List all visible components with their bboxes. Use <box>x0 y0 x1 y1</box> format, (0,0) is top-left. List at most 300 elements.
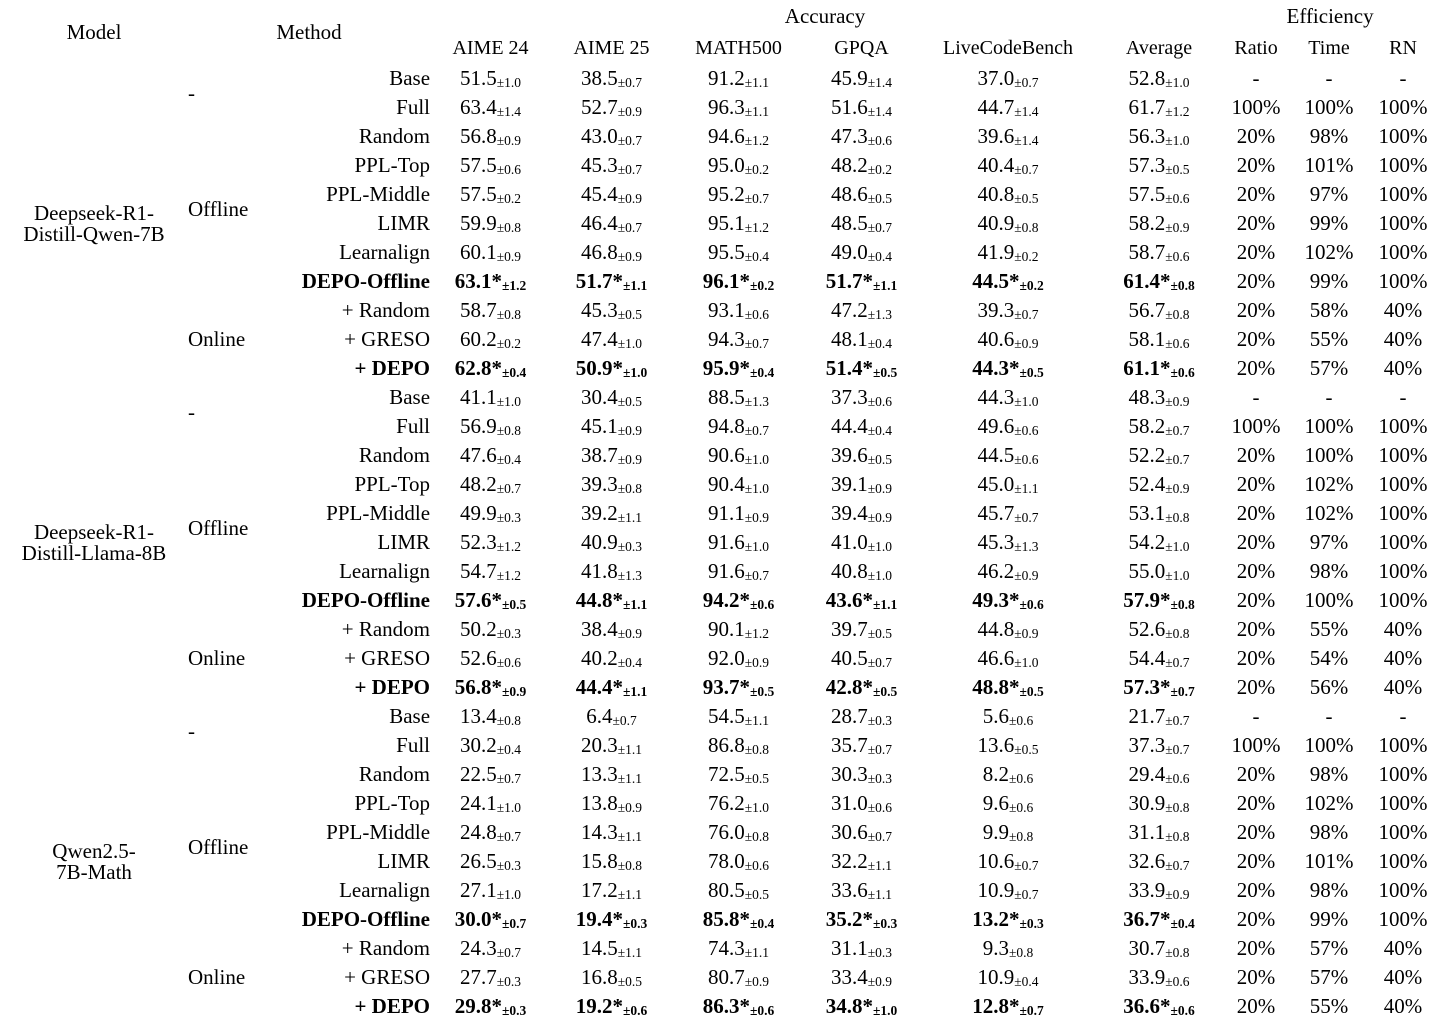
metric-value: 92.0 <box>707 646 745 670</box>
metric-value: 60.2 <box>459 327 497 351</box>
metric-value: 76.0 <box>707 820 745 844</box>
metric-stddev: ±0.5 <box>501 597 527 612</box>
metric-stddev: ±0.7 <box>496 945 522 960</box>
metric-stddev: ±0.9 <box>867 974 893 989</box>
efficiency-value-cell: 97% <box>1309 182 1349 206</box>
table-row <box>0 760 1440 789</box>
metric-value: 80.5 <box>707 878 745 902</box>
metric-value: 22.5 <box>459 762 497 786</box>
efficiency-value-cell: 100% <box>1304 733 1354 757</box>
accuracy-value-cell <box>672 412 805 441</box>
metric-value: 37.0 <box>977 66 1015 90</box>
metric-stddev: ±0.6 <box>867 133 893 148</box>
efficiency-value-cell: - <box>1325 385 1333 409</box>
metric-value: 59.9 <box>459 211 497 235</box>
metric-stddev: ±0.3 <box>1019 916 1044 931</box>
efficiency-value-cell: 20% <box>1236 994 1276 1018</box>
metric-stddev: ±0.9 <box>617 626 643 641</box>
metric-value: 48.8* <box>972 675 1020 699</box>
metric-stddev: ±0.9 <box>867 510 893 525</box>
method-name-cell: + DEPO <box>354 675 431 699</box>
accuracy-value-cell <box>1098 963 1220 992</box>
efficiency-value-cell: 20% <box>1236 356 1276 380</box>
header-model: Model <box>66 19 122 44</box>
accuracy-value-cell <box>805 296 918 325</box>
accuracy-value-cell <box>430 818 551 847</box>
metric-value: 38.4 <box>580 617 618 641</box>
metric-value: 94.8 <box>707 414 745 438</box>
metric-stddev: ±1.4 <box>1014 104 1039 119</box>
metric-stddev: ±1.0 <box>496 394 522 409</box>
efficiency-value-cell: 20% <box>1236 182 1276 206</box>
metric-stddev: ±0.8 <box>1165 829 1190 844</box>
method-name-cell: DEPO-Offline <box>301 269 431 293</box>
metric-value: 50.9* <box>575 356 623 380</box>
metric-value: 34.8* <box>825 994 873 1018</box>
model-name-line: Deepseek-R1- <box>33 200 155 225</box>
header-col-time: Time <box>1308 37 1350 59</box>
metric-value: 41.1 <box>459 385 497 409</box>
accuracy-value-cell <box>672 615 805 644</box>
metric-stddev: ±0.9 <box>1165 394 1190 409</box>
header-col-ratio: Ratio <box>1234 37 1278 59</box>
metric-value: 46.2 <box>977 559 1015 583</box>
metric-stddev: ±0.9 <box>501 684 527 699</box>
metric-stddev: ±0.7 <box>867 829 893 844</box>
accuracy-value-cell <box>430 412 551 441</box>
metric-value: 32.6 <box>1128 849 1166 873</box>
accuracy-value-cell <box>805 644 918 673</box>
metric-stddev: ±0.9 <box>1014 626 1039 641</box>
metric-stddev: ±1.0 <box>496 887 522 902</box>
accuracy-value-cell <box>1098 992 1220 1021</box>
metric-value: 13.6 <box>977 733 1015 757</box>
efficiency-value-cell: 20% <box>1236 791 1276 815</box>
metric-value: 31.1 <box>1128 820 1166 844</box>
accuracy-value-cell <box>918 296 1098 325</box>
metric-value: 78.0 <box>707 849 745 873</box>
metric-value: 58.7 <box>1128 240 1166 264</box>
method-name-cell: Full <box>396 95 431 119</box>
metric-value: 85.8* <box>702 907 750 931</box>
metric-value: 54.4 <box>1128 646 1166 670</box>
metric-stddev: ±0.8 <box>1165 510 1190 525</box>
metric-value: 96.3 <box>707 95 745 119</box>
accuracy-value-cell <box>430 64 551 93</box>
accuracy-value-cell <box>805 470 918 499</box>
metric-value: 95.9* <box>702 356 750 380</box>
accuracy-value-cell <box>672 238 805 267</box>
accuracy-value-cell <box>1098 151 1220 180</box>
metric-value: 52.3 <box>459 530 497 554</box>
metric-value: 9.9 <box>982 820 1009 844</box>
metric-stddev: ±0.6 <box>1008 771 1034 786</box>
accuracy-value-cell <box>918 325 1098 354</box>
accuracy-value-cell <box>672 354 805 383</box>
metric-value: 91.1 <box>707 501 745 525</box>
efficiency-value-cell: - <box>1399 704 1407 728</box>
method-mode-cell: Online <box>188 965 246 989</box>
metric-stddev: ±0.8 <box>1014 220 1039 235</box>
accuracy-value-cell <box>551 383 672 412</box>
metric-value: 21.7 <box>1128 704 1166 728</box>
efficiency-value-cell: 100% <box>1304 95 1354 119</box>
accuracy-value-cell <box>1098 905 1220 934</box>
efficiency-value-cell: 20% <box>1236 443 1276 467</box>
efficiency-value-cell: 40% <box>1383 356 1423 380</box>
accuracy-value-cell <box>918 615 1098 644</box>
metric-stddev: ±0.6 <box>867 800 893 815</box>
metric-stddev: ±0.4 <box>867 336 893 351</box>
metric-value: 91.6 <box>707 530 745 554</box>
metric-stddev: ±1.3 <box>1014 539 1039 554</box>
metric-value: 13.3 <box>580 762 618 786</box>
accuracy-value-cell <box>805 905 918 934</box>
metric-value: 54.7 <box>459 559 497 583</box>
accuracy-value-cell <box>805 673 918 702</box>
efficiency-value-cell: 55% <box>1309 327 1349 351</box>
accuracy-value-cell <box>918 238 1098 267</box>
method-name-cell: PPL-Middle <box>326 501 431 525</box>
metric-value: 40.6 <box>977 327 1015 351</box>
metric-stddev: ±0.6 <box>749 597 775 612</box>
efficiency-value-cell: 100% <box>1378 530 1428 554</box>
efficiency-value-cell: 100% <box>1378 472 1428 496</box>
metric-value: 32.2 <box>830 849 868 873</box>
metric-value: 93.7* <box>702 675 750 699</box>
accuracy-value-cell <box>1098 615 1220 644</box>
metric-stddev: ±1.1 <box>622 684 648 699</box>
metric-stddev: ±1.4 <box>867 104 893 119</box>
metric-value: 13.2* <box>972 907 1020 931</box>
metric-stddev: ±0.2 <box>1019 278 1044 293</box>
model-name-line: Distill-Llama-8B <box>21 540 167 565</box>
method-mode-cell: - <box>188 399 195 424</box>
metric-value: 28.7 <box>830 704 868 728</box>
metric-value: 30.2 <box>459 733 497 757</box>
metric-stddev: ±0.7 <box>744 191 770 206</box>
efficiency-value-cell: 100% <box>1304 443 1354 467</box>
efficiency-value-cell: 20% <box>1236 530 1276 554</box>
accuracy-value-cell <box>430 731 551 760</box>
efficiency-value-cell: 20% <box>1236 559 1276 583</box>
metric-value: 94.3 <box>707 327 745 351</box>
accuracy-value-cell <box>805 93 918 122</box>
metric-value: 58.1 <box>1128 327 1166 351</box>
metric-stddev: ±0.7 <box>496 829 522 844</box>
accuracy-value-cell <box>551 209 672 238</box>
metric-value: 55.0 <box>1128 559 1166 583</box>
efficiency-value-cell: 20% <box>1236 965 1276 989</box>
method-mode-cell: - <box>188 718 195 743</box>
accuracy-value-cell <box>1098 325 1220 354</box>
metric-value: 30.4 <box>580 385 618 409</box>
metric-stddev: ±0.4 <box>744 249 770 264</box>
metric-value: 45.3 <box>580 298 618 322</box>
metric-value: 40.8 <box>977 182 1015 206</box>
metric-stddev: ±0.3 <box>496 626 522 641</box>
accuracy-value-cell <box>551 905 672 934</box>
metric-stddev: ±1.2 <box>496 539 522 554</box>
metric-stddev: ±1.1 <box>872 597 898 612</box>
header-col-aime24: AIME 24 <box>452 37 529 59</box>
metric-stddev: ±0.8 <box>496 307 522 322</box>
metric-value: 44.8 <box>977 617 1015 641</box>
accuracy-value-cell <box>551 818 672 847</box>
efficiency-value-cell: 98% <box>1309 762 1349 786</box>
accuracy-value-cell <box>551 963 672 992</box>
metric-stddev: ±0.5 <box>617 974 643 989</box>
metric-stddev: ±1.0 <box>744 800 770 815</box>
accuracy-value-cell <box>430 934 551 963</box>
metric-stddev: ±0.4 <box>749 916 775 931</box>
method-name-cell: LIMR <box>377 849 431 873</box>
method-mode-cell: Offline <box>188 515 249 540</box>
efficiency-value-cell: 100% <box>1378 124 1428 148</box>
metric-stddev: ±0.7 <box>1014 887 1039 902</box>
efficiency-value-cell: 20% <box>1236 153 1276 177</box>
metric-value: 37.3 <box>830 385 868 409</box>
accuracy-value-cell <box>805 847 918 876</box>
efficiency-value-cell: - <box>1325 66 1333 90</box>
table-row <box>0 702 1440 731</box>
efficiency-value-cell: 100% <box>1304 414 1354 438</box>
accuracy-value-cell <box>672 441 805 470</box>
accuracy-value-cell <box>551 151 672 180</box>
metric-value: 49.9 <box>459 501 497 525</box>
efficiency-value-cell: 100% <box>1378 443 1428 467</box>
efficiency-value-cell: 100% <box>1378 211 1428 235</box>
metric-stddev: ±0.9 <box>617 800 643 815</box>
accuracy-value-cell <box>672 122 805 151</box>
metric-value: 54.5 <box>707 704 745 728</box>
accuracy-value-cell <box>430 93 551 122</box>
method-name-cell: + GRESO <box>344 965 431 989</box>
method-name-cell: DEPO-Offline <box>301 588 431 612</box>
accuracy-value-cell <box>672 499 805 528</box>
accuracy-value-cell <box>805 557 918 586</box>
metric-stddev: ±0.7 <box>867 742 893 757</box>
accuracy-value-cell <box>430 615 551 644</box>
metric-stddev: ±0.2 <box>1014 249 1039 264</box>
metric-value: 93.1 <box>707 298 745 322</box>
metric-value: 57.9* <box>1123 588 1171 612</box>
metric-stddev: ±0.7 <box>1014 858 1039 873</box>
accuracy-value-cell <box>1098 499 1220 528</box>
metric-value: 52.8 <box>1128 66 1166 90</box>
accuracy-value-cell <box>918 122 1098 151</box>
accuracy-value-cell <box>430 325 551 354</box>
metric-value: 36.7* <box>1123 907 1171 931</box>
accuracy-value-cell <box>805 412 918 441</box>
efficiency-value-cell: 56% <box>1309 675 1349 699</box>
metric-stddev: ±0.6 <box>1008 713 1034 728</box>
metric-value: 29.4 <box>1128 762 1166 786</box>
metric-value: 90.4 <box>707 472 745 496</box>
metric-stddev: ±0.6 <box>867 394 893 409</box>
efficiency-value-cell: 58% <box>1309 298 1349 322</box>
metric-value: 30.3 <box>830 762 868 786</box>
model-name-line: 7B-Math <box>56 859 132 884</box>
accuracy-value-cell <box>805 992 918 1021</box>
efficiency-value-cell: 100% <box>1378 820 1428 844</box>
efficiency-value-cell: 40% <box>1383 994 1423 1018</box>
metric-stddev: ±0.7 <box>1170 684 1195 699</box>
metric-value: 40.2 <box>580 646 618 670</box>
metric-stddev: ±0.9 <box>744 974 770 989</box>
metric-value: 39.6 <box>977 124 1015 148</box>
metric-value: 61.4* <box>1123 269 1171 293</box>
header-efficiency-group: Efficiency <box>1286 3 1374 28</box>
accuracy-value-cell <box>430 122 551 151</box>
method-mode-cell: Offline <box>188 834 249 859</box>
accuracy-value-cell <box>430 702 551 731</box>
accuracy-value-cell <box>918 528 1098 557</box>
metric-value: 48.3 <box>1128 385 1166 409</box>
accuracy-value-cell <box>918 93 1098 122</box>
metric-value: 63.4 <box>459 95 497 119</box>
accuracy-value-cell <box>430 847 551 876</box>
metric-value: 20.3 <box>580 733 618 757</box>
efficiency-value-cell: 20% <box>1236 124 1276 148</box>
metric-stddev: ±1.4 <box>1014 133 1039 148</box>
accuracy-value-cell <box>918 151 1098 180</box>
accuracy-value-cell <box>918 470 1098 499</box>
metric-stddev: ±0.6 <box>1019 597 1044 612</box>
accuracy-value-cell <box>1098 354 1220 383</box>
efficiency-value-cell: 40% <box>1383 646 1423 670</box>
metric-stddev: ±0.7 <box>617 133 643 148</box>
accuracy-value-cell <box>430 383 551 412</box>
metric-stddev: ±0.6 <box>749 1003 775 1018</box>
metric-stddev: ±0.9 <box>496 249 522 264</box>
method-mode-cell: Online <box>188 646 246 670</box>
accuracy-value-cell <box>918 673 1098 702</box>
metric-value: 80.7 <box>707 965 745 989</box>
metric-value: 57.3 <box>1128 153 1166 177</box>
accuracy-value-cell <box>551 412 672 441</box>
metric-stddev: ±0.7 <box>617 162 643 177</box>
metric-value: 16.8 <box>580 965 618 989</box>
accuracy-value-cell <box>805 325 918 354</box>
accuracy-value-cell <box>430 905 551 934</box>
metric-stddev: ±0.8 <box>1008 829 1034 844</box>
accuracy-value-cell <box>430 267 551 296</box>
metric-value: 6.4 <box>586 704 613 728</box>
metric-stddev: ±0.9 <box>1165 887 1190 902</box>
method-name-cell: + Random <box>341 298 431 322</box>
metric-stddev: ±0.8 <box>617 481 643 496</box>
metric-stddev: ±0.8 <box>1165 945 1190 960</box>
accuracy-value-cell <box>551 760 672 789</box>
metric-stddev: ±1.0 <box>496 75 522 90</box>
accuracy-value-cell <box>1098 644 1220 673</box>
model-name-cell <box>0 702 188 1021</box>
accuracy-value-cell <box>1098 528 1220 557</box>
metric-stddev: ±0.8 <box>1170 278 1195 293</box>
accuracy-value-cell <box>805 267 918 296</box>
metric-value: 8.2 <box>982 762 1009 786</box>
model-name-cell <box>0 383 188 702</box>
accuracy-value-cell <box>430 354 551 383</box>
accuracy-value-cell <box>805 963 918 992</box>
metric-value: 24.8 <box>459 820 497 844</box>
metric-stddev: ±1.3 <box>867 307 893 322</box>
metric-value: 48.2 <box>459 472 497 496</box>
accuracy-value-cell <box>551 93 672 122</box>
metric-stddev: ±1.1 <box>617 771 643 786</box>
metric-stddev: ±0.7 <box>1014 307 1039 322</box>
accuracy-value-cell <box>430 644 551 673</box>
accuracy-value-cell <box>918 267 1098 296</box>
metric-value: 10.9 <box>977 965 1015 989</box>
efficiency-value-cell: 20% <box>1236 211 1276 235</box>
efficiency-value-cell: 100% <box>1378 182 1428 206</box>
efficiency-value-cell: 20% <box>1236 936 1276 960</box>
metric-stddev: ±0.9 <box>1165 481 1190 496</box>
method-name-cell: Base <box>389 66 431 90</box>
efficiency-value-cell: 102% <box>1304 240 1354 264</box>
efficiency-value-cell: 100% <box>1378 762 1428 786</box>
metric-stddev: ±1.0 <box>867 568 893 583</box>
accuracy-value-cell <box>918 992 1098 1021</box>
accuracy-value-cell <box>672 760 805 789</box>
metric-stddev: ±0.5 <box>617 394 643 409</box>
accuracy-value-cell <box>551 731 672 760</box>
metric-stddev: ±0.4 <box>1170 916 1195 931</box>
efficiency-value-cell: 102% <box>1304 501 1354 525</box>
metric-stddev: ±0.7 <box>1019 1003 1044 1018</box>
metric-stddev: ±0.2 <box>496 191 522 206</box>
metric-value: 47.3 <box>830 124 868 148</box>
accuracy-value-cell <box>551 296 672 325</box>
efficiency-value-cell: 20% <box>1236 907 1276 931</box>
efficiency-value-cell: - <box>1252 704 1260 728</box>
metric-value: 41.0 <box>830 530 868 554</box>
metric-stddev: ±0.4 <box>749 365 775 380</box>
efficiency-value-cell: - <box>1399 385 1407 409</box>
metric-value: 30.9 <box>1128 791 1166 815</box>
metric-value: 44.8* <box>575 588 623 612</box>
metric-stddev: ±1.0 <box>1014 394 1039 409</box>
efficiency-value-cell: 98% <box>1309 878 1349 902</box>
accuracy-value-cell <box>551 499 672 528</box>
metric-stddev: ±1.2 <box>496 568 522 583</box>
metric-value: 41.8 <box>580 559 618 583</box>
accuracy-value-cell <box>1098 702 1220 731</box>
metric-value: 45.4 <box>580 182 618 206</box>
metric-stddev: ±0.6 <box>1165 771 1190 786</box>
metric-stddev: ±0.5 <box>867 191 893 206</box>
accuracy-value-cell <box>918 557 1098 586</box>
metric-stddev: ±1.0 <box>1014 655 1039 670</box>
metric-value: 46.4 <box>580 211 618 235</box>
accuracy-value-cell <box>672 151 805 180</box>
accuracy-value-cell <box>551 64 672 93</box>
metric-value: 48.1 <box>830 327 868 351</box>
metric-stddev: ±1.1 <box>1014 481 1039 496</box>
metric-stddev: ±0.7 <box>867 220 893 235</box>
efficiency-value-cell: 20% <box>1236 327 1276 351</box>
metric-value: 44.5* <box>972 269 1020 293</box>
metric-stddev: ±0.7 <box>1165 452 1190 467</box>
metric-value: 52.2 <box>1128 443 1166 467</box>
metric-value: 9.3 <box>982 936 1009 960</box>
metric-value: 58.2 <box>1128 211 1166 235</box>
metric-value: 61.7 <box>1128 95 1166 119</box>
metric-value: 10.9 <box>977 878 1015 902</box>
metric-stddev: ±0.3 <box>622 916 648 931</box>
